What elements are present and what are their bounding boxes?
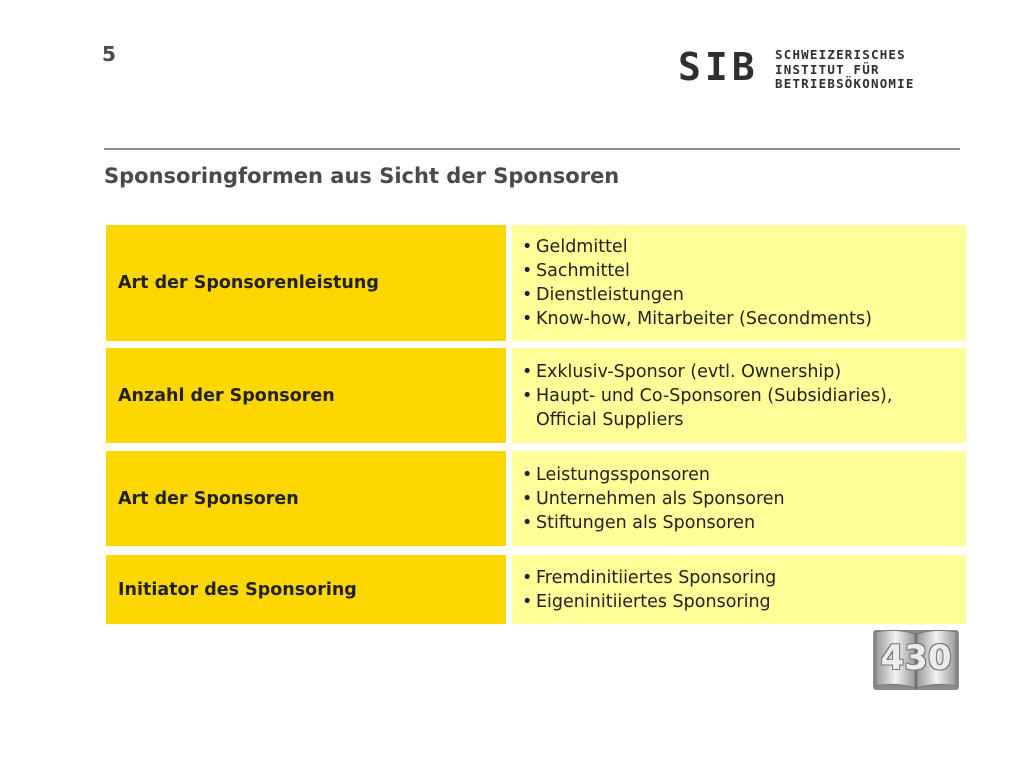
table-row: [106, 225, 966, 341]
book-number: 430: [880, 638, 952, 678]
table-row: [106, 451, 966, 546]
row-label: Art der Sponsoren: [106, 451, 506, 546]
row-label: Anzahl der Sponsoren: [106, 348, 506, 443]
page-number: 5: [102, 42, 116, 66]
list-item: • Fremdinitiiertes Sponsoring: [522, 567, 777, 588]
book-icon: [872, 628, 960, 692]
logo-text: [775, 48, 975, 92]
logo-line: BETRIEBSÖKONOMIE: [775, 76, 915, 91]
table-row: [106, 555, 966, 624]
list-item: • Leistungssponsoren: [522, 464, 710, 485]
header-divider: [104, 148, 960, 150]
list-item: • Geldmittel: [522, 237, 628, 257]
list-item: • Haupt- und Co-Sponsoren (Subsidiaries), Official Suppliers: [522, 385, 893, 430]
logo-line: SCHWEIZERISCHES: [775, 47, 906, 62]
row-label: Initiator des Sponsoring: [106, 555, 506, 624]
page-title: Sponsoringformen aus Sicht der Sponsoren: [104, 164, 620, 188]
list-item: • Dienstleistungen: [522, 285, 684, 305]
row-content: [512, 555, 966, 624]
list-item: • Sachmittel: [522, 261, 630, 281]
list-item: • Stiftungen als Sponsoren: [522, 512, 756, 533]
list-item: • Eigeninitiiertes Sponsoring: [522, 591, 771, 612]
list-item: • Know-how, Mitarbeiter (Secondments): [522, 309, 872, 329]
row-content: [512, 451, 966, 546]
logo-line: INSTITUT FÜR: [775, 61, 880, 77]
row-content: [512, 348, 966, 443]
row-content: [512, 225, 966, 341]
logo-mark: SIB: [678, 45, 759, 89]
row-label: Art der Sponsorenleistung: [106, 225, 506, 341]
list-item: • Exklusiv-Sponsor (evtl. Ownership): [522, 361, 842, 382]
list-item: • Unternehmen als Sponsoren: [522, 488, 785, 509]
table-row: [106, 348, 966, 443]
